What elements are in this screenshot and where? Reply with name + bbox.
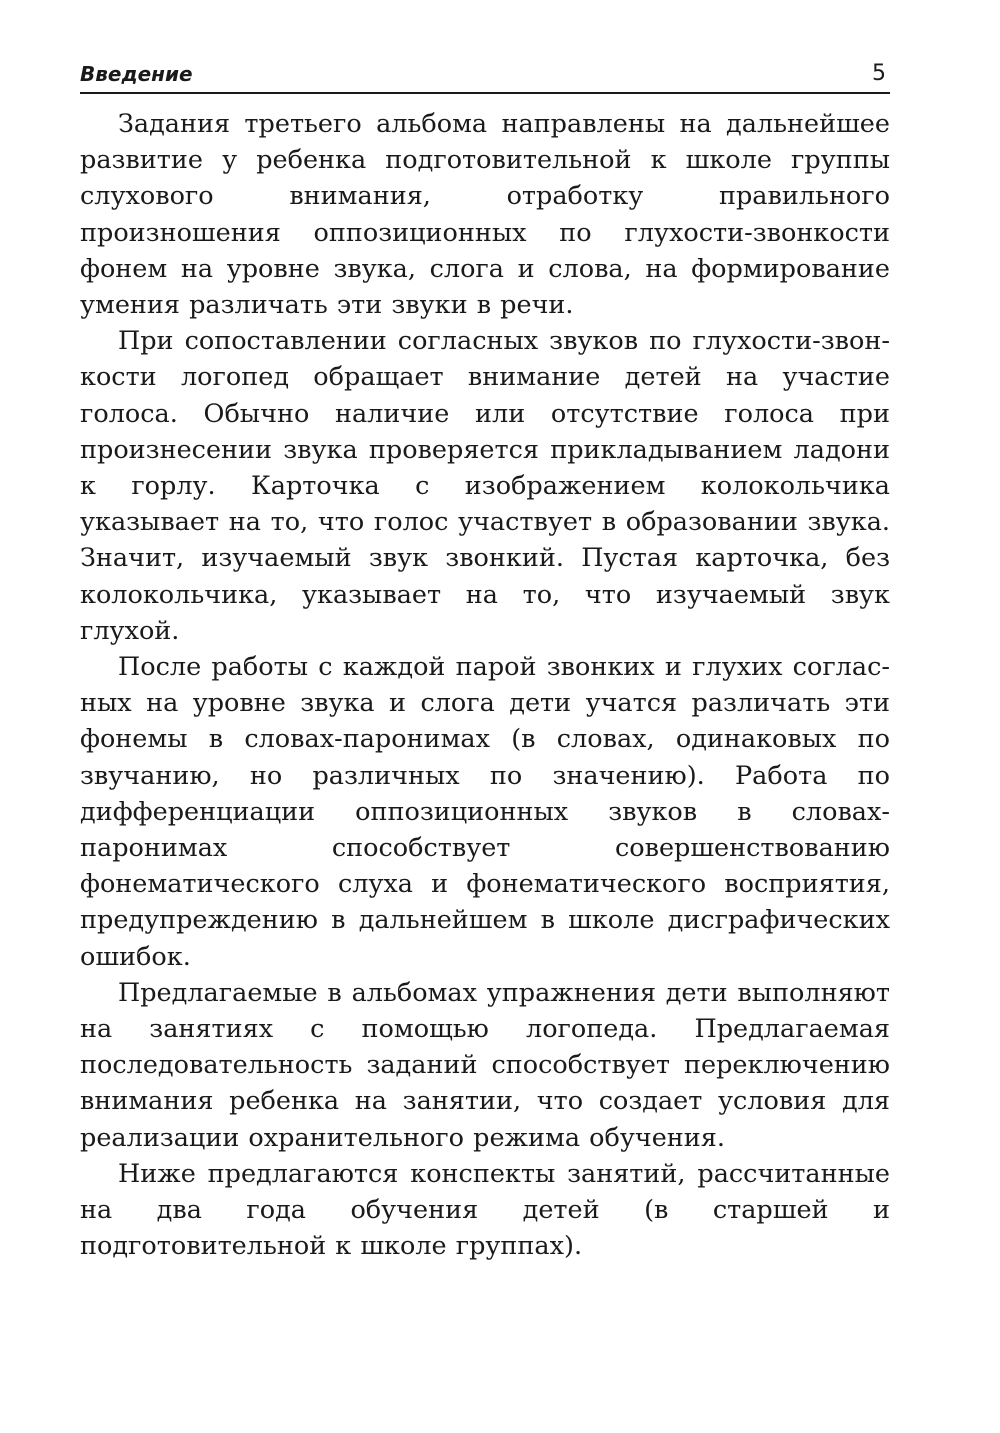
running-header <box>80 56 890 94</box>
section-title: Введение <box>80 62 193 86</box>
paragraph-3: После работы с каждой парой звонких и глухих согласных на уровне звука и слога дети учатся различать эти фонемы в словах-паронимах (в словах, одинаковых по звучанию, но различных по значению). Работа по дифференциации оппозиционных звуков в словах-паронимах способствует совершенствованию фонематического слуха и фонематического восприятия, предупреждению в дальнейшем в школе дисграфических ошибок. <box>80 652 890 972</box>
body-text <box>80 106 890 1265</box>
paragraph-4: Предлагаемые в альбомах упражнения дети выполняют на занятиях с помощью логопеда. Предлагаемая последовательность заданий способствует переключению внимания ребенка на занятии, что создает условия для реализации охранительного режима обучения. <box>80 977 890 1153</box>
paragraph-5: Ниже предлагаются конспекты занятий, рассчитанные на два года обучения детей (в старшей и подготовительной к школе группах). <box>80 1158 890 1262</box>
page-number: 5 <box>872 61 886 86</box>
paragraph-2: При сопоставлении согласных звуков по глухости-звонкости логопед обращает внимание детей на участие голоса. Обычно наличие или отсутствие голоса при произнесении звука проверяется прикладыванием ладони к горлу. Карточка с изображением колокольчика указывает на то, что голос участвует в образовании звука. Значит, изучаемый звук звонкий. Пустая карточка, без колокольчика, указывает на то, что изучаемый звук глухой. <box>80 326 890 646</box>
header-rule <box>80 92 890 94</box>
paragraph-1: Задания третьего альбома направлены на дальнейшее развитие у ребенка подготовительной к школе группы слухового внимания, отработку правильного произношения оппозиционных по глухости-звонкости фонем на уровне звука, слога и слова, на формирование умения различать эти звуки в речи. <box>80 109 890 321</box>
